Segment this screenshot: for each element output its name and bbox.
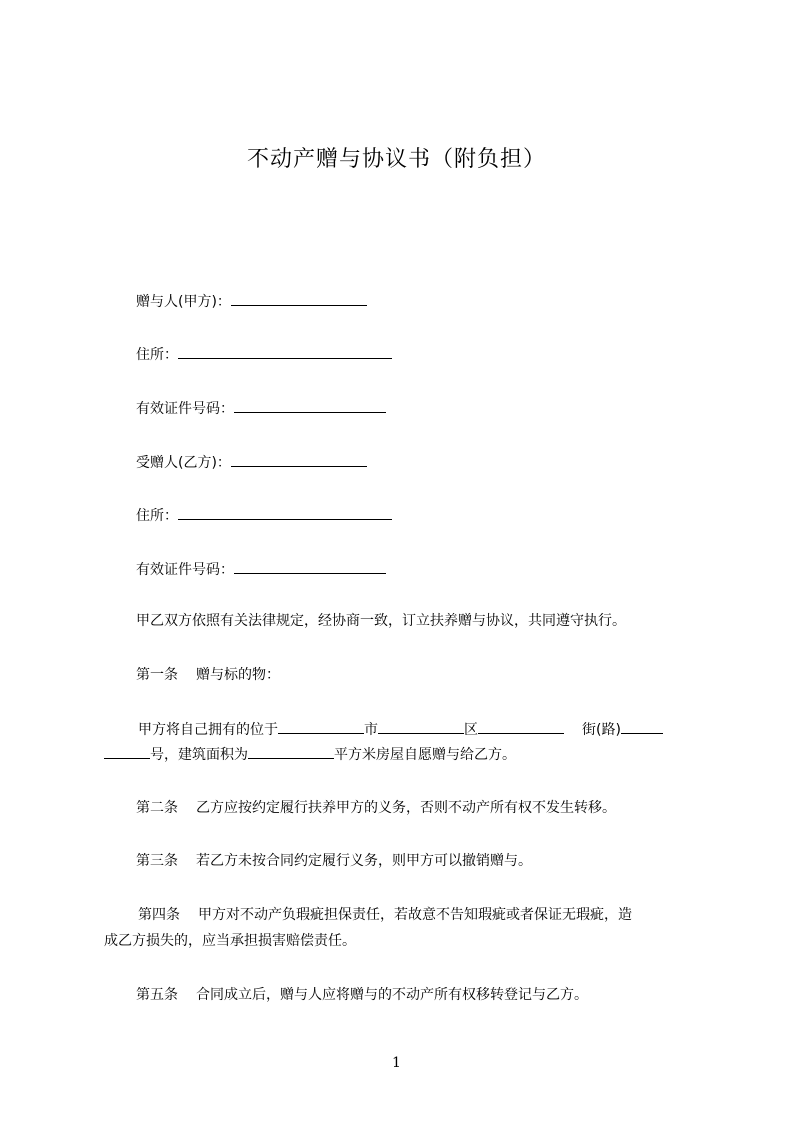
- number-blank-part2[interactable]: [104, 744, 150, 759]
- article-1-label: 第一条: [136, 667, 178, 683]
- article-1-p1-text: 甲方将自己拥有的位于: [138, 722, 278, 738]
- article-2-label: 第二条: [136, 800, 178, 816]
- article-1-heading: [136, 665, 280, 685]
- article-4-line-2: 成乙方损失的，应当承担损害赔偿责任。: [104, 933, 356, 949]
- article-1-district: 区: [464, 722, 478, 738]
- donor-name-blank[interactable]: [231, 291, 367, 306]
- street-blank[interactable]: [478, 719, 564, 734]
- intro-paragraph: 甲乙双方依照有关法律规定，经协商一致，订立扶养赠与协议，共同遵守执行。: [136, 613, 626, 629]
- donor-address-label: 住所：: [136, 347, 178, 363]
- donee-id-label: 有效证件号码：: [136, 562, 234, 578]
- article-4-text-1: 甲方对不动产负瑕疵担保责任，若故意不告知瑕疵或者保证无瑕疵，造: [198, 907, 632, 923]
- article-1-line-1: [138, 719, 663, 740]
- donor-address-blank[interactable]: [178, 344, 392, 359]
- donor-id-line: [136, 398, 386, 419]
- article-1-title: 赠与标的物：: [196, 667, 280, 683]
- donee-address-blank[interactable]: [178, 505, 392, 520]
- article-5-label: 第五条: [136, 987, 178, 1003]
- article-4-label: 第四条: [138, 907, 180, 923]
- article-3-label: 第三条: [136, 853, 178, 869]
- area-blank[interactable]: [248, 744, 334, 759]
- donee-line: [136, 452, 367, 473]
- donee-address-line: [136, 505, 392, 526]
- document-title: 不动产赠与协议书（附负担）: [246, 147, 546, 172]
- donee-name-blank[interactable]: [231, 452, 367, 467]
- article-5-text: 合同成立后，赠与人应将赠与的不动产所有权移转登记与乙方。: [196, 987, 588, 1003]
- article-5: [136, 985, 588, 1005]
- donee-id-line: [136, 559, 386, 580]
- district-blank[interactable]: [378, 719, 464, 734]
- donee-label: 受赠人(乙方)：: [136, 455, 231, 471]
- donor-line: [136, 291, 367, 312]
- article-4-line-1: [138, 905, 632, 925]
- donor-address-line: [136, 344, 392, 365]
- article-3: [136, 851, 532, 871]
- article-1-street: 街(路): [582, 722, 621, 738]
- donee-address-label: 住所：: [136, 508, 178, 524]
- page-number: 1: [392, 1055, 401, 1071]
- donor-id-label: 有效证件号码：: [136, 401, 234, 417]
- donee-id-blank[interactable]: [234, 559, 386, 574]
- article-1-p2-end: 平方米房屋自愿赠与给乙方。: [334, 747, 516, 763]
- article-1-line-2: [104, 744, 516, 765]
- article-2: [136, 798, 616, 818]
- article-1-city: 市: [364, 722, 378, 738]
- number-blank-part1[interactable]: [621, 719, 663, 734]
- donor-id-blank[interactable]: [234, 398, 386, 413]
- article-2-text: 乙方应按约定履行扶养甲方的义务，否则不动产所有权不发生转移。: [196, 800, 616, 816]
- article-3-text: 若乙方未按合同约定履行义务，则甲方可以撤销赠与。: [196, 853, 532, 869]
- donor-label: 赠与人(甲方)：: [136, 294, 231, 310]
- city-blank[interactable]: [278, 719, 364, 734]
- article-1-p2-text: 号，建筑面积为: [150, 747, 248, 763]
